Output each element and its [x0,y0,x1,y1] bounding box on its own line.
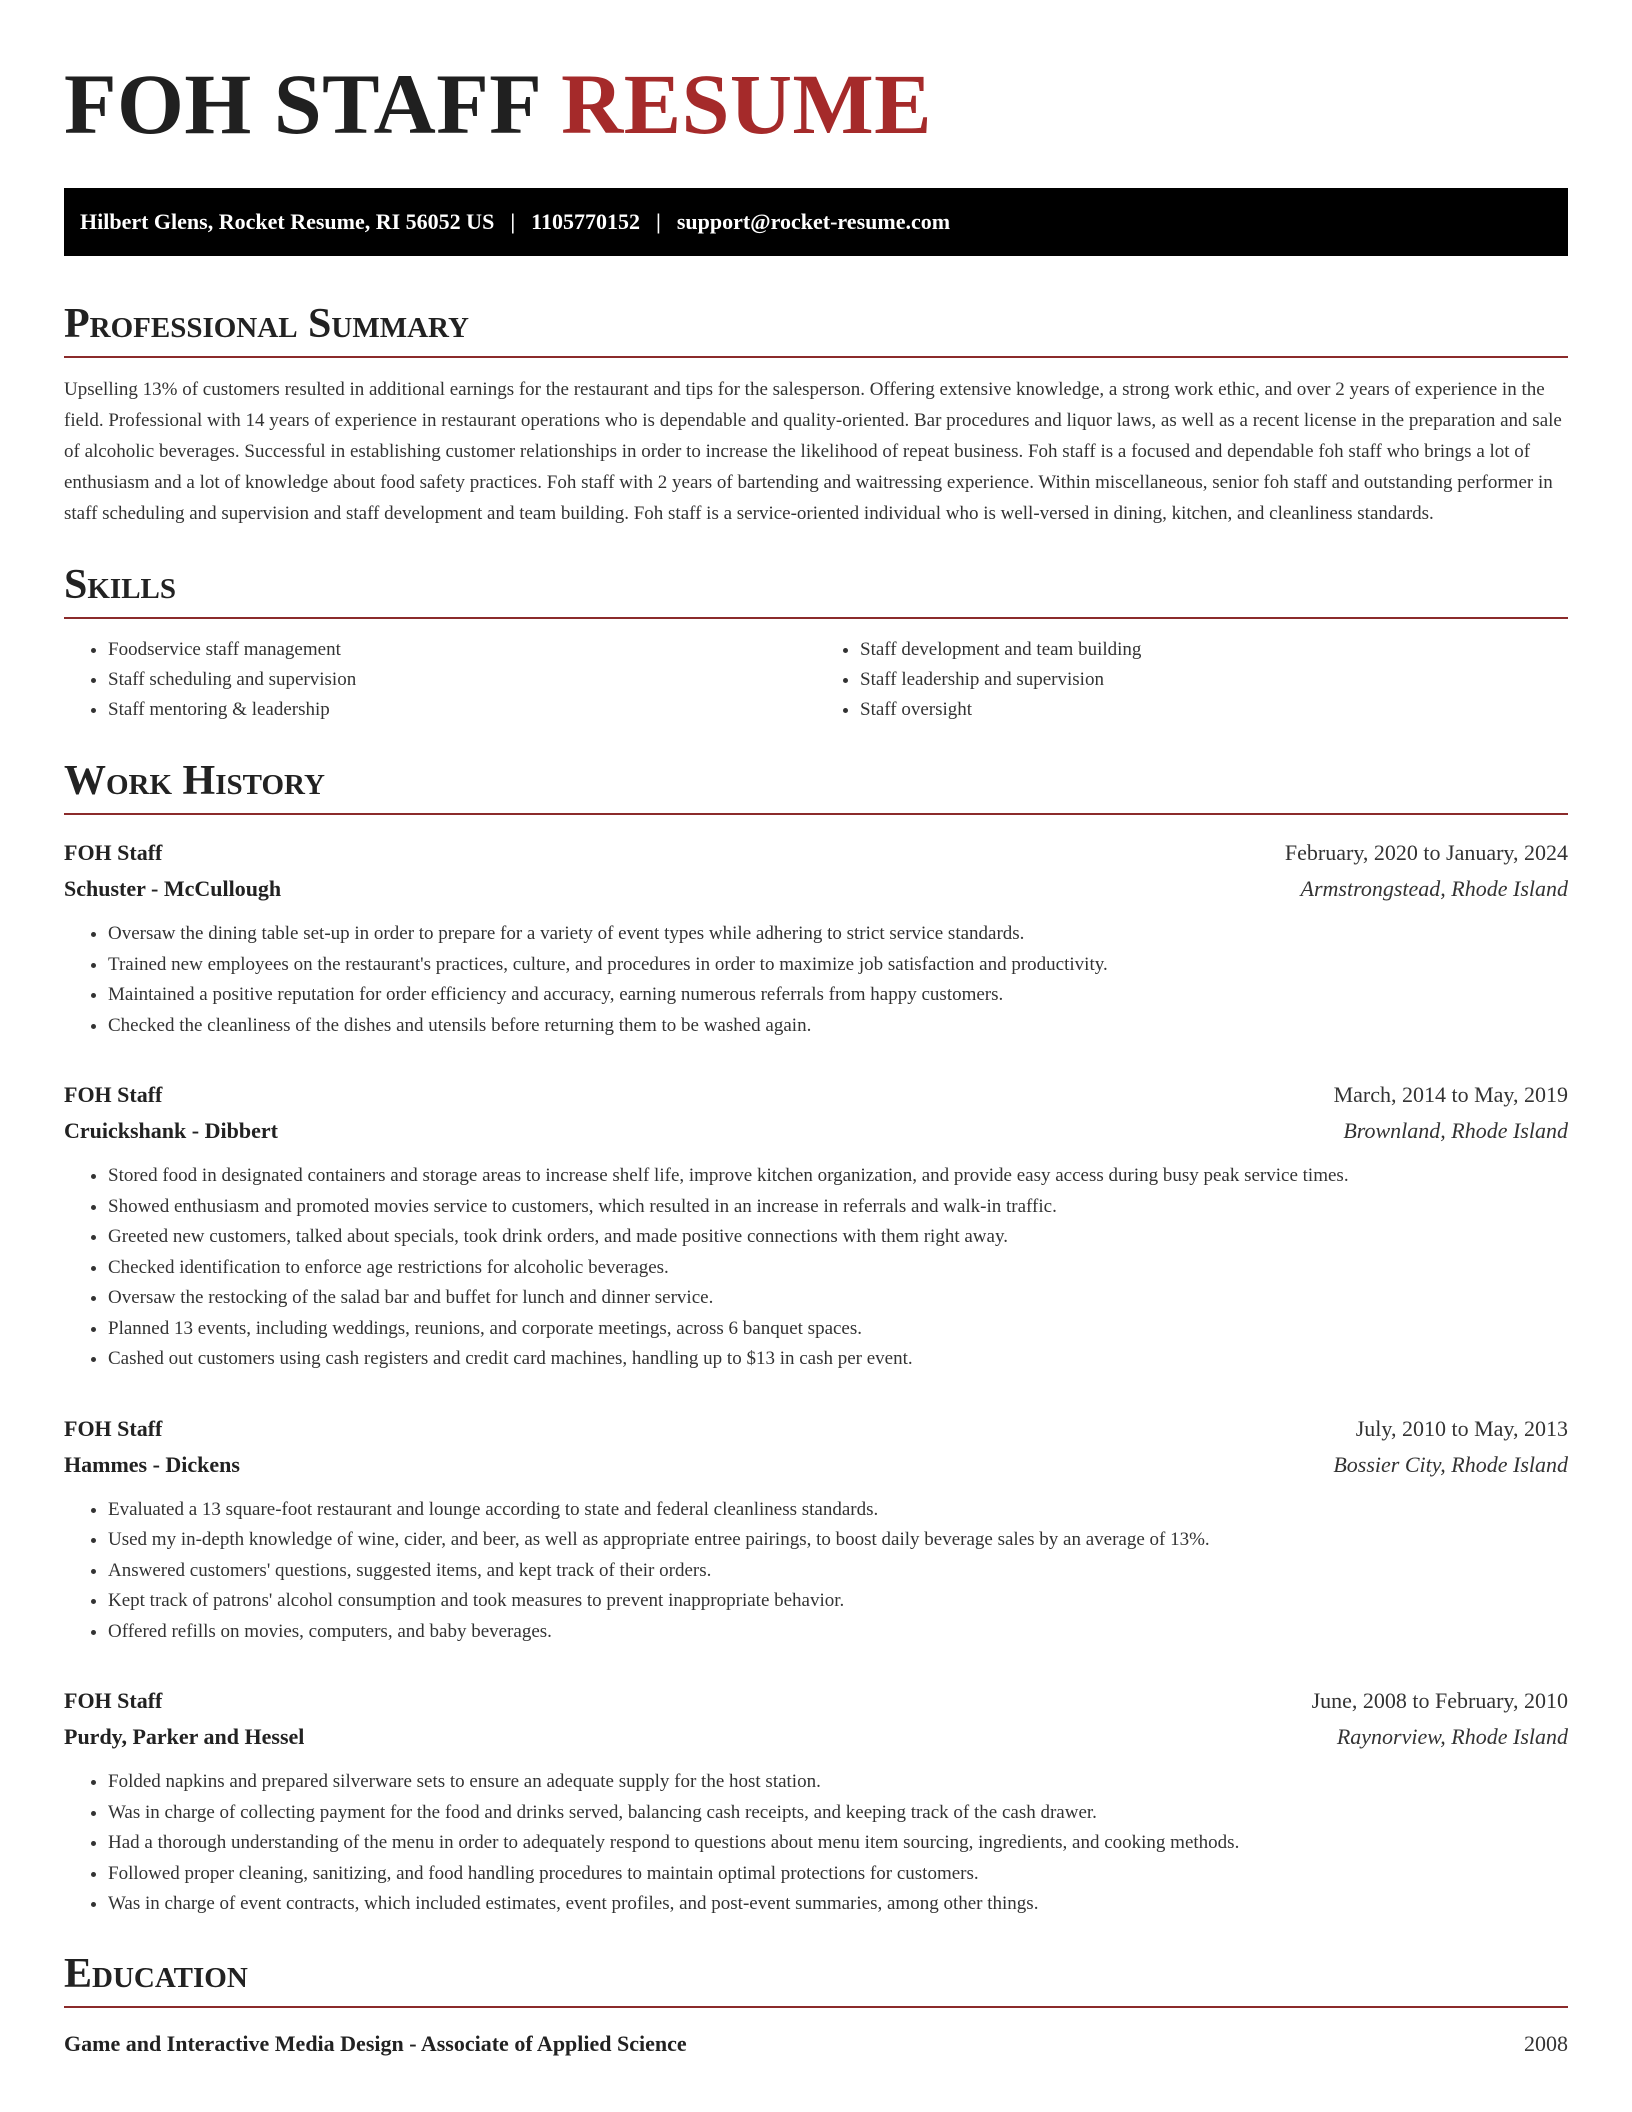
skill-item: • Staff leadership and supervision [860,665,1568,695]
skill-item: • Foodservice staff management [108,635,816,665]
job-title: FOH Staff [64,1688,163,1713]
job-bullet: • Oversaw the restocking of the salad bar and buffet for lunch and dinner service. [108,1283,1568,1314]
resume-title [64,56,1568,152]
job-bullet: • Folded napkins and prepared silverware sets to ensure an adequate supply for the host station. [108,1767,1568,1798]
education-section [64,1950,1568,2062]
skills-section [64,561,1568,725]
skill-item: • Staff development and team building [860,635,1568,665]
job-bullet: • Showed enthusiasm and promoted movies service to customers, which resulted in an increase in referrals and walk-in traffic. [108,1192,1568,1223]
job-dates: June, 2008 to February, 2010 [1311,1688,1568,1713]
job-entry [64,835,1568,1041]
job-dates: July, 2010 to May, 2013 [1355,1415,1568,1441]
job-company: Hammes - Dickens [64,1451,240,1477]
job-dates: February, 2020 to January, 2024 [1284,840,1568,865]
job-location: Bossier City, Rhode Island [1333,1451,1568,1477]
job-location: Raynorview, Rhode Island [1336,1724,1568,1749]
work-history-heading: Work History [64,757,1568,815]
job-bullet: • Was in charge of event contracts, which included estimates, event profiles, and post-event summaries, among other things. [108,1889,1568,1920]
job-header-row [64,1411,1568,1447]
education-degree: Game and Interactive Media Design - Associate of Applied Science [64,2030,687,2056]
title-main: FOH STAFF [64,56,540,152]
job-company: Purdy, Parker and Hessel [64,1724,305,1749]
job-bullet: • Answered customers' questions, suggested items, and kept track of their orders. [108,1556,1568,1587]
summary-text: Upselling 13% of customers resulted in additional earnings for the restaurant and tips for the salesperson. Offering extensive knowledge, a strong work ethic, and over 2 years of experience in the field. Professional with 14 years of experience in restaurant operations who is dependable and quality-oriented. Bar procedures and liquor laws, as well as a recent license in the preparation and sale of alcoholic beverages. Successful in establishing customer relationships in order to increase the likelihood of repeat business. Foh staff is a focused and dependable foh staff who brings a lot of enthusiasm and a lot of knowledge about food safety practices. Foh staff with 2 years of bartending and waitressing experience. Within miscellaneous, senior foh staff and outstanding performer in staff scheduling and supervision and staff development and team building. Foh staff is a service-oriented individual who is well-versed in dining, kitchen, and cleanliness standards. [64,379,1562,524]
education-year: 2008 [1524,2030,1568,2056]
job-title: FOH Staff [64,1082,163,1107]
job-header-row [64,1683,1568,1719]
job-company-row [64,1113,1568,1149]
summary-section [64,300,1568,529]
job-header-row [64,835,1568,871]
job-bullet: • Followed proper cleaning, sanitizing, and food handling procedures to maintain optimal protections for customers. [108,1859,1568,1890]
job-bullet: • Was in charge of collecting payment for the food and drinks served, balancing cash receipts, and keeping track of the cash drawer. [108,1798,1568,1829]
job-company-row [64,1719,1568,1755]
job-company-row [64,1447,1568,1483]
job-bullet: • Greeted new customers, talked about specials, took drink orders, and made positive connections with them right away. [108,1222,1568,1253]
contact-bar [64,188,1568,256]
job-entry [64,1683,1568,1920]
title-accent: RESUME [561,56,933,152]
job-entry [64,1077,1568,1375]
job-bullet: • Evaluated a 13 square-foot restaurant and lounge according to state and federal cleanliness standards. [108,1495,1568,1526]
job-dates: March, 2014 to May, 2019 [1333,1082,1568,1107]
skill-item: • Staff scheduling and supervision [108,665,816,695]
job-bullet: • Oversaw the dining table set-up in order to prepare for a variety of event types while adhering to strict service standards. [108,919,1568,950]
job-bullet: • Offered refills on movies, computers, and baby beverages. [108,1617,1568,1648]
job-title: FOH Staff [64,1415,163,1441]
contact-separator: | [510,209,516,234]
job-company-row [64,871,1568,907]
skills-list-right [816,635,1568,725]
job-bullet: • Checked identification to enforce age restrictions for alcoholic beverages. [108,1253,1568,1284]
skills-grid [64,635,1568,725]
contact-separator: | [655,209,661,234]
job-location: Brownland, Rhode Island [1343,1118,1568,1143]
work-history-section [64,757,1568,1920]
job-bullets [64,1495,1568,1648]
job-bullet: • Trained new employees on the restaurant's practices, culture, and procedures in order to maximize job satisfaction and productivity. [108,950,1568,981]
job-title: FOH Staff [64,840,163,865]
contact-phone: 1105770152 [531,209,640,234]
job-bullet: • Maintained a positive reputation for order efficiency and accuracy, earning numerous referrals from happy customers. [108,980,1568,1011]
job-bullets [64,1767,1568,1920]
job-bullet: • Used my in-depth knowledge of wine, cider, and beer, as well as appropriate entree pairings, to boost daily beverage sales by an average of 13%. [108,1525,1568,1556]
skill-item: • Staff oversight [860,695,1568,725]
summary-heading: Professional Summary [64,300,1568,358]
education-heading: Education [64,1950,1568,2008]
job-header-row [64,1077,1568,1113]
job-bullet: • Kept track of patrons' alcohol consumption and took measures to prevent inappropriate behavior. [108,1586,1568,1617]
skills-heading: Skills [64,561,1568,619]
education-entry [64,2026,1568,2062]
job-bullets [64,1161,1568,1375]
job-bullet: • Had a thorough understanding of the menu in order to adequately respond to questions about menu item sourcing, ingredients, and cooking methods. [108,1828,1568,1859]
job-bullet: • Planned 13 events, including weddings, reunions, and corporate meetings, across 6 banquet spaces. [108,1314,1568,1345]
skill-item: • Staff mentoring & leadership [108,695,816,725]
job-bullet: • Stored food in designated containers and storage areas to increase shelf life, improve kitchen organization, and provide easy access during busy peak service times. [108,1161,1568,1192]
job-location: Armstrongstead, Rhode Island [1300,876,1568,901]
skills-list-left [64,635,816,725]
job-entry [64,1411,1568,1648]
contact-address: Hilbert Glens, Rocket Resume, RI 56052 US [80,209,495,234]
job-bullets [64,919,1568,1041]
job-bullet: • Cashed out customers using cash registers and credit card machines, handling up to $13 in cash per event. [108,1344,1568,1375]
job-company: Schuster - McCullough [64,876,282,901]
contact-email[interactable]: support@rocket-resume.com [676,209,951,234]
job-bullet: • Checked the cleanliness of the dishes and utensils before returning them to be washed again. [108,1011,1568,1042]
job-company: Cruickshank - Dibbert [64,1118,278,1143]
